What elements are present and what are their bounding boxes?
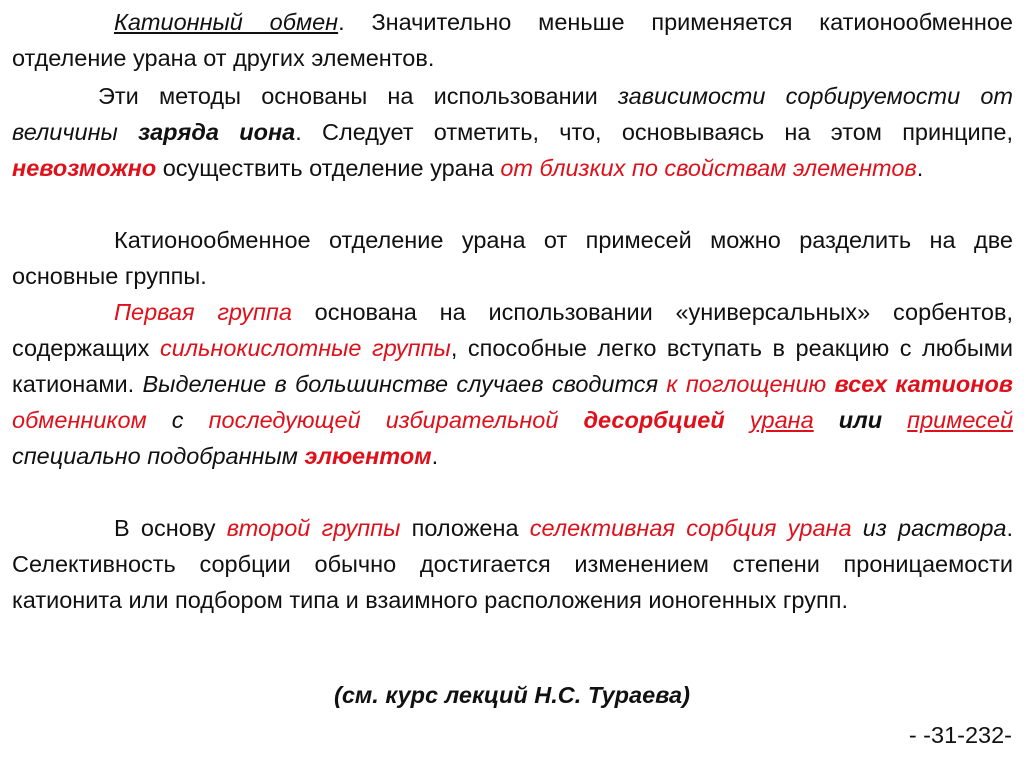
paragraph-methods: Эти методы основаны на использовании зависимости сорбируемости от величины заряда иона. Следует отметить, что, основываясь на этом принципе, невозможно осуществить отделение урана от близких по свойствам элементов. (12, 83, 1014, 181)
phrase-all-cations: всех катионов (834, 371, 1013, 397)
paragraph-second-group: В основу второй группы положена селективная сорбция урана из раствора. Селективность сорбции обычно достигается изменением степени проницаемости катионита или подбором типа и взаимного расположения ионогенных групп. (12, 515, 1013, 613)
term-cation-exchange: Катионный обмен (114, 9, 339, 35)
word-desorption: десорбцией (583, 407, 725, 433)
phrase-sorbability: зависимости сорбируемости от величины (12, 83, 1013, 145)
word-impurities: примесей (907, 407, 1014, 433)
paragraph-cation-exchange: Катионный обмен. Значительно меньше применяется катионообменное отделение урана от других элементов. (12, 9, 1013, 71)
word-or: или (838, 407, 883, 433)
phrase-ion-charge: заряда иона (138, 119, 296, 145)
word-eluent: элюентом (304, 443, 432, 469)
phrase-first-group: Первая группа (114, 299, 292, 325)
phrase-from-solution: из раствора (851, 515, 1007, 541)
paragraph-groups: Катионообменное отделение урана от примесей можно разделить на две основные группы. (12, 227, 1013, 289)
phrase-selective-sorption: селективная сорбция урана (529, 515, 852, 541)
phrase-second-group: второй группы (226, 515, 401, 541)
citation: (см. курс лекций Н.С. Тураева) (334, 682, 690, 708)
word-uranium: урана (749, 407, 814, 433)
paragraph-first-group: Первая группа основана на использовании «универсальных» сорбентов, содержащих сильнокислотные группы, способные легко вступать в реакцию с любыми катионами. Выделение в большинстве случаев сводится к поглощению всех катионов обменником с последующей избирательной десорбцией урана или примесей специально подобранным элюентом. (12, 299, 1014, 469)
phrase-strong-acid-groups: сильнокислотные группы (159, 335, 451, 361)
phrase-close-elements: от близких по свойствам элементов (500, 155, 917, 181)
page-number: - -31-232- (908, 722, 1012, 748)
word-impossible: невозможно (12, 155, 157, 181)
